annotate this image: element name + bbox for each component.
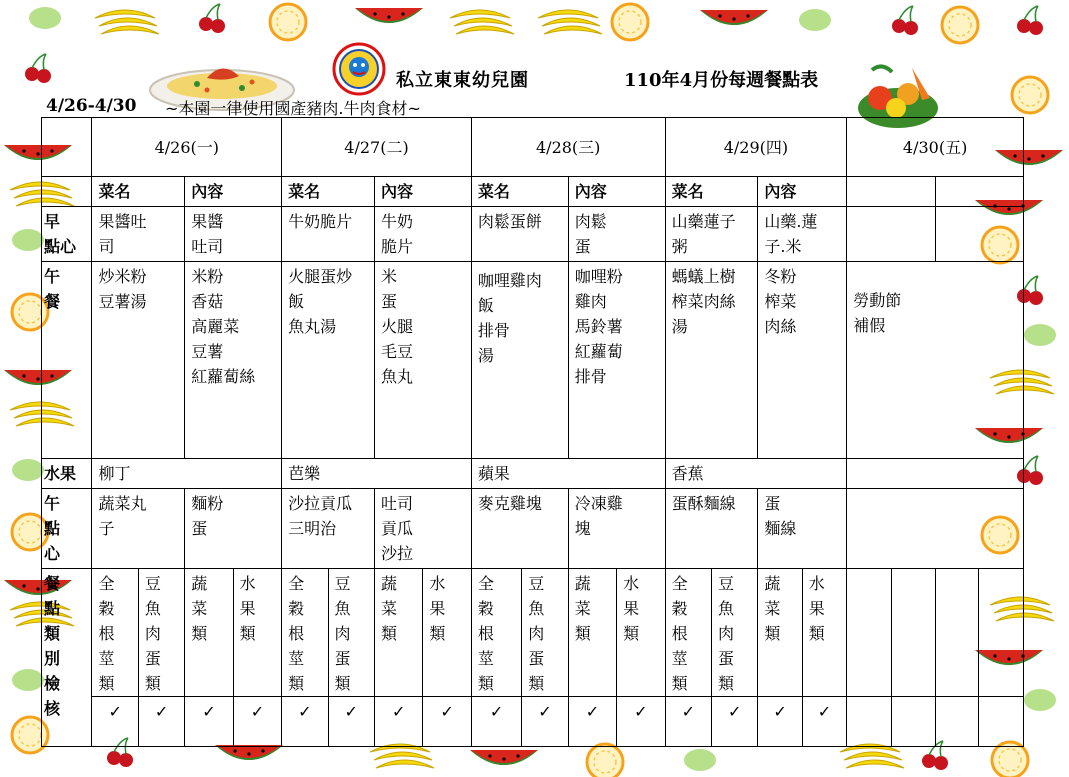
lunch-dish-mon: 炒米粉 豆薯湯 — [92, 262, 185, 459]
breakfast-empty-fri — [847, 207, 936, 262]
lunch-label: 午 餐 — [42, 262, 92, 459]
breakfast-dish-tue: 牛奶脆片 — [282, 207, 375, 262]
category-empty — [847, 569, 891, 697]
afternoon-dish-thu: 蛋酥麵線 — [665, 489, 758, 569]
category-protein: 豆 魚 肉 蛋 類 — [328, 569, 374, 697]
check-mark: ✓ — [522, 697, 568, 747]
afternoon-content-wed: 冷凍雞 塊 — [568, 489, 665, 569]
weekly-menu-table — [41, 117, 1024, 747]
category-fruit: 水 果 類 — [617, 569, 665, 697]
category-empty — [936, 569, 979, 697]
fruit-mon: 柳丁 — [92, 459, 282, 489]
category-grains: 全 穀 根 莖 類 — [471, 569, 521, 697]
check-mark: ✓ — [665, 697, 711, 747]
lunch-dish-thu: 螞蟻上樹 榨菜肉絲 湯 — [665, 262, 758, 459]
fruit-thu: 香蕉 — [665, 459, 847, 489]
school-logo — [332, 42, 386, 96]
day-header-wed: 4/28(三) — [471, 118, 665, 177]
subheader-dish: 菜名 — [665, 177, 758, 207]
check-mark: ✓ — [423, 697, 471, 747]
category-grains: 全 穀 根 莖 類 — [665, 569, 711, 697]
breakfast-content-thu: 山藥.蓮 子.米 — [758, 207, 847, 262]
category-protein: 豆 魚 肉 蛋 類 — [522, 569, 568, 697]
fruit-empty-fri — [847, 459, 1024, 489]
lunch-row — [42, 262, 1024, 459]
category-vegetable: 蔬 菜 類 — [758, 569, 802, 697]
fruit-tue: 芭樂 — [282, 459, 472, 489]
category-grains: 全 穀 根 莖 類 — [92, 569, 138, 697]
breakfast-dish-thu: 山藥蓮子 粥 — [665, 207, 758, 262]
subheader-dish: 菜名 — [471, 177, 568, 207]
check-mark: ✓ — [282, 697, 328, 747]
check-mark: ✓ — [802, 697, 846, 747]
subheader-empty — [936, 177, 1024, 207]
subheader-content: 內容 — [374, 177, 471, 207]
afternoon-dish-tue: 沙拉貢瓜 三明治 — [282, 489, 375, 569]
check-label: 餐 點 類 別 檢 核 — [42, 569, 92, 747]
lunch-dish-tue: 火腿蛋炒 飯 魚丸湯 — [282, 262, 375, 459]
afternoon-content-thu: 蛋 麵線 — [758, 489, 847, 569]
category-vegetable: 蔬 菜 類 — [374, 569, 422, 697]
check-mark: ✓ — [617, 697, 665, 747]
fruit-row — [42, 459, 1024, 489]
breakfast-dish-wed: 肉鬆蛋餅 — [471, 207, 568, 262]
category-fruit: 水 果 類 — [233, 569, 281, 697]
check-mark: ✓ — [233, 697, 281, 747]
subheader-dish: 菜名 — [92, 177, 185, 207]
subheader-content: 內容 — [185, 177, 282, 207]
subheader-content: 內容 — [568, 177, 665, 207]
subheader-dish: 菜名 — [282, 177, 375, 207]
subheader-empty — [847, 177, 936, 207]
check-empty — [936, 697, 979, 747]
afternoon-content-mon: 麵粉 蛋 — [185, 489, 282, 569]
afternoon-label: 午 點 心 — [42, 489, 92, 569]
category-fruit: 水 果 類 — [423, 569, 471, 697]
check-empty — [979, 697, 1024, 747]
lunch-content-thu: 冬粉 榨菜 肉絲 — [758, 262, 847, 459]
fruit-label: 水果 — [42, 459, 92, 489]
school-name: 私立東東幼兒園 — [396, 70, 529, 91]
fruit-wed: 蘋果 — [471, 459, 665, 489]
check-empty — [847, 697, 891, 747]
check-mark: ✓ — [92, 697, 138, 747]
row-label-char: 點心 — [44, 237, 77, 256]
afternoon-dish-wed: 麥克雞塊 — [471, 489, 568, 569]
afternoon-dish-mon: 蔬菜丸 子 — [92, 489, 185, 569]
subheader-label-cell — [42, 177, 92, 207]
category-protein: 豆 魚 肉 蛋 類 — [711, 569, 757, 697]
lunch-dish-wed: 咖哩雞肉 飯 排骨 湯 — [471, 262, 568, 459]
category-vegetable: 蔬 菜 類 — [185, 569, 233, 697]
check-mark: ✓ — [471, 697, 521, 747]
check-mark: ✓ — [328, 697, 374, 747]
day-header-mon: 4/26(一) — [92, 118, 282, 177]
category-vegetable: 蔬 菜 類 — [568, 569, 616, 697]
day-header-thu: 4/29(四) — [665, 118, 847, 177]
category-fruit: 水 果 類 — [802, 569, 846, 697]
check-mark: ✓ — [758, 697, 802, 747]
lunch-content-tue: 米 蛋 火腿 毛豆 魚丸 — [374, 262, 471, 459]
meat-source-note: ~本園一律使用國產豬肉.牛肉食材~ — [165, 99, 421, 118]
category-empty — [979, 569, 1024, 697]
week-range: 4/26-4/30 — [46, 96, 137, 116]
breakfast-dish-mon: 果醬吐 司 — [92, 207, 185, 262]
lunch-holiday-fri: 勞動節 補假 — [847, 262, 1024, 459]
breakfast-content-tue: 牛奶 脆片 — [374, 207, 471, 262]
day-header-tue: 4/27(二) — [282, 118, 472, 177]
check-mark: ✓ — [185, 697, 233, 747]
breakfast-row — [42, 207, 1024, 262]
check-mark: ✓ — [138, 697, 184, 747]
category-row — [42, 569, 1024, 697]
category-empty — [891, 569, 935, 697]
breakfast-content-wed: 肉鬆 蛋 — [568, 207, 665, 262]
check-mark: ✓ — [568, 697, 616, 747]
subheader-row — [42, 177, 1024, 207]
category-protein: 豆 魚 肉 蛋 類 — [138, 569, 184, 697]
day-header-fri: 4/30(五) — [847, 118, 1024, 177]
subheader-content: 內容 — [758, 177, 847, 207]
breakfast-empty-fri-2 — [936, 207, 1024, 262]
row-label-char: 早 — [44, 212, 61, 231]
check-mark: ✓ — [374, 697, 422, 747]
breakfast-label — [42, 207, 92, 262]
check-mark-row — [42, 697, 1024, 747]
afternoon-content-tue: 吐司 貢瓜 沙拉 — [374, 489, 471, 569]
check-empty — [891, 697, 935, 747]
afternoon-empty-fri — [847, 489, 1024, 569]
breakfast-content-mon: 果醬 吐司 — [185, 207, 282, 262]
day-header-row — [42, 118, 1024, 177]
menu-title: 110年4月份每週餐點表 — [624, 70, 819, 91]
lunch-content-mon: 米粉 香菇 高麗菜 豆薯 紅蘿蔔絲 — [185, 262, 282, 459]
afternoon-snack-row — [42, 489, 1024, 569]
check-mark: ✓ — [711, 697, 757, 747]
corner-cell — [42, 118, 92, 177]
lunch-content-wed: 咖哩粉 雞肉 馬鈴薯 紅蘿蔔 排骨 — [568, 262, 665, 459]
category-grains: 全 穀 根 莖 類 — [282, 569, 328, 697]
